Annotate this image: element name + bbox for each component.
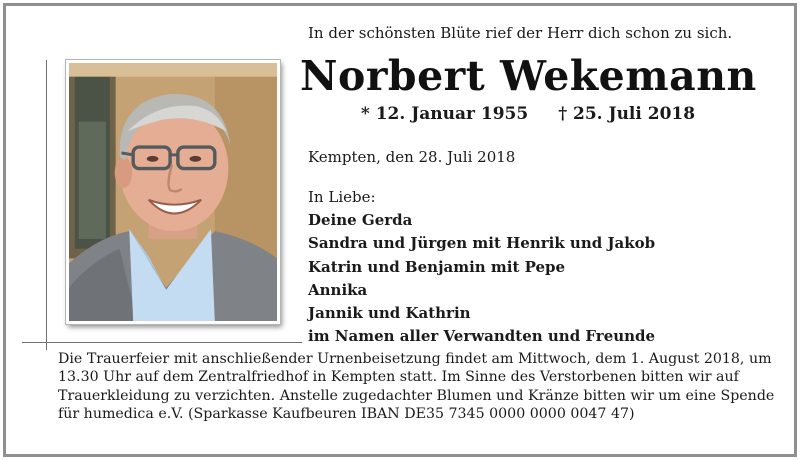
list-item: Annika [308,280,368,299]
list-item: Deine Gerda [308,211,413,230]
place-and-date: Kempten, den 28. Juli 2018 [308,148,516,166]
birth-date: * 12. Januar 1955 [360,104,529,124]
list-item: In Liebe: [308,188,376,206]
vertical-rule [46,60,47,350]
portrait-photo [66,60,280,324]
death-date: † 25. Juli 2018 [558,104,696,124]
portrait-illustration [69,63,277,321]
motto-line: In der schönsten Blüte rief der Herr dich schon zu sich. [308,24,733,42]
list-item: Jannik und Kathrin [308,303,471,322]
funeral-notice: Die Trauerfeier mit anschließender Urnenbeisetzung findet am Mittwoch, dem 1. August 2018, um 13.30 Uhr auf dem Zentralfriedhof in Kempten statt. Im Sinne des Verstorbenen bitten wir auf Trauerkleidung zu verzichten. Anstelle zugedachter Blumen und Kränze bitten wir um eine Spende für humedica e.V. (Sparkasse Kaufbeuren IBAN DE35 7345 0000 0000 0047 47) [58,351,775,423]
mourners-list [308,186,655,348]
list-item: Katrin und Benjamin mit Pepe [308,257,566,276]
life-dates [300,104,756,124]
deceased-name: Norbert Wekemann [300,52,757,100]
horizontal-rule [22,342,302,343]
list-item: Sandra und Jürgen mit Henrik und Jakob [308,234,656,253]
list-item: im Namen aller Verwandten und Freunde [308,327,656,346]
